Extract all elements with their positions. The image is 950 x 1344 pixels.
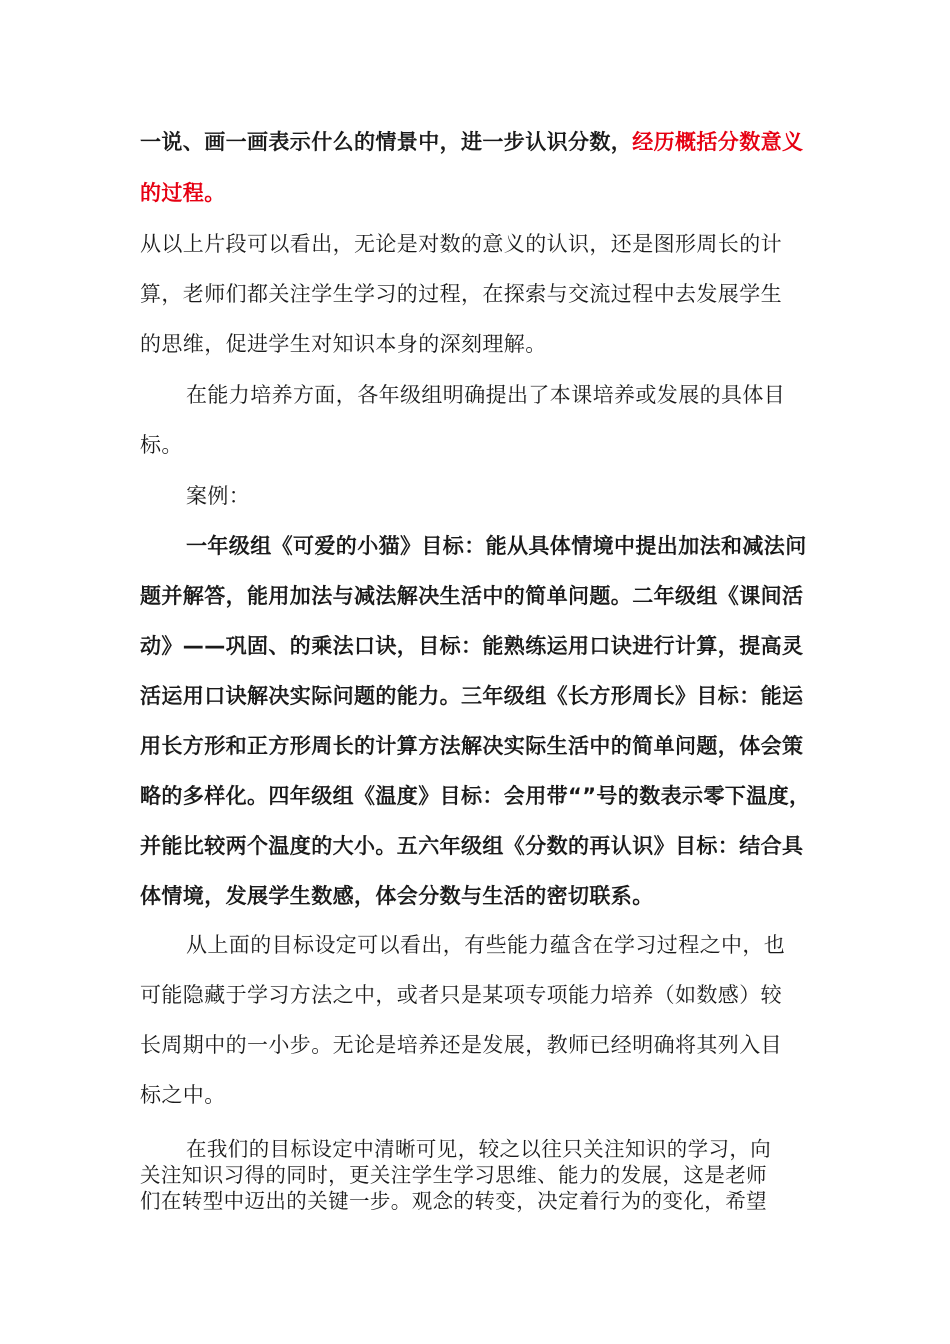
paragraph-1-line-2: 的过程。: [140, 181, 226, 205]
paragraph-1-line-1: [140, 127, 820, 157]
paragraph-5-line-8: 体情境，发展学生数感，体会分数与生活的密切联系。: [140, 884, 654, 908]
paragraph-1-highlight: 经历概括分数意义: [632, 130, 804, 154]
paragraph-7-line-3: 们在转型中迈出的关键一步。观念的转变，决定着行为的变化，希望: [140, 1189, 767, 1213]
paragraph-2-line-3: 的思维，促进学生对知识本身的深刻理解。: [140, 332, 547, 356]
paragraph-5-line-7: 并能比较两个温度的大小。五六年级组《分数的再认识》目标：结合具: [140, 834, 804, 858]
paragraph-6-line-2: 可能隐藏于学习方法之中，或者只是某项专项能力培养（如数感）较: [140, 983, 782, 1007]
paragraph-5-line-3: 动》——巩固、的乘法口诀，目标：能熟练运用口诀进行计算，提高灵: [140, 634, 804, 658]
paragraph-6-line-1: 从上面的目标设定可以看出，有些能力蕴含在学习过程之中，也: [186, 933, 786, 957]
paragraph-6-line-3: 长周期中的一小步。无论是培养还是发展，教师已经明确将其列入目: [140, 1033, 782, 1057]
paragraph-7-line-1: 在我们的目标设定中清晰可见，较之以往只关注知识的学习，向: [186, 1137, 772, 1161]
paragraph-1-text: 一说、画一画表示什么的情景中，进一步认识分数，: [140, 130, 633, 154]
paragraph-2-line-1: 从以上片段可以看出，无论是对数的意义的认识，还是图形周长的计: [140, 232, 782, 256]
paragraph-5-line-5: 用长方形和正方形周长的计算方法解决实际生活中的简单问题，体会策: [140, 734, 804, 758]
paragraph-5-line-6: 略的多样化。四年级组《温度》目标：会用带“”号的数表示零下温度，: [140, 784, 811, 808]
paragraph-3-line-2: 标。: [140, 433, 183, 457]
paragraph-2-line-2: 算，老师们都关注学生学习的过程，在探索与交流过程中去发展学生: [140, 282, 782, 306]
paragraph-7-line-2: 关注知识习得的同时，更关注学生学习思维、能力的发展，这是老师: [140, 1163, 767, 1187]
paragraph-5-line-2: 题并解答，能用加法与减法解决生活中的简单问题。二年级组《课间活: [140, 584, 804, 608]
paragraph-5-line-4: 活运用口诀解决实际问题的能力。三年级组《长方形周长》目标：能运: [140, 684, 804, 708]
paragraph-5-line-1: 一年级组《可爱的小猫》目标：能从具体情境中提出加法和减法问: [186, 534, 807, 558]
paragraph-6-line-4: 标之中。: [140, 1083, 226, 1107]
paragraph-4-line-1: 案例：: [186, 484, 251, 508]
paragraph-3-line-1: 在能力培养方面，各年级组明确提出了本课培养或发展的具体目: [186, 383, 786, 407]
